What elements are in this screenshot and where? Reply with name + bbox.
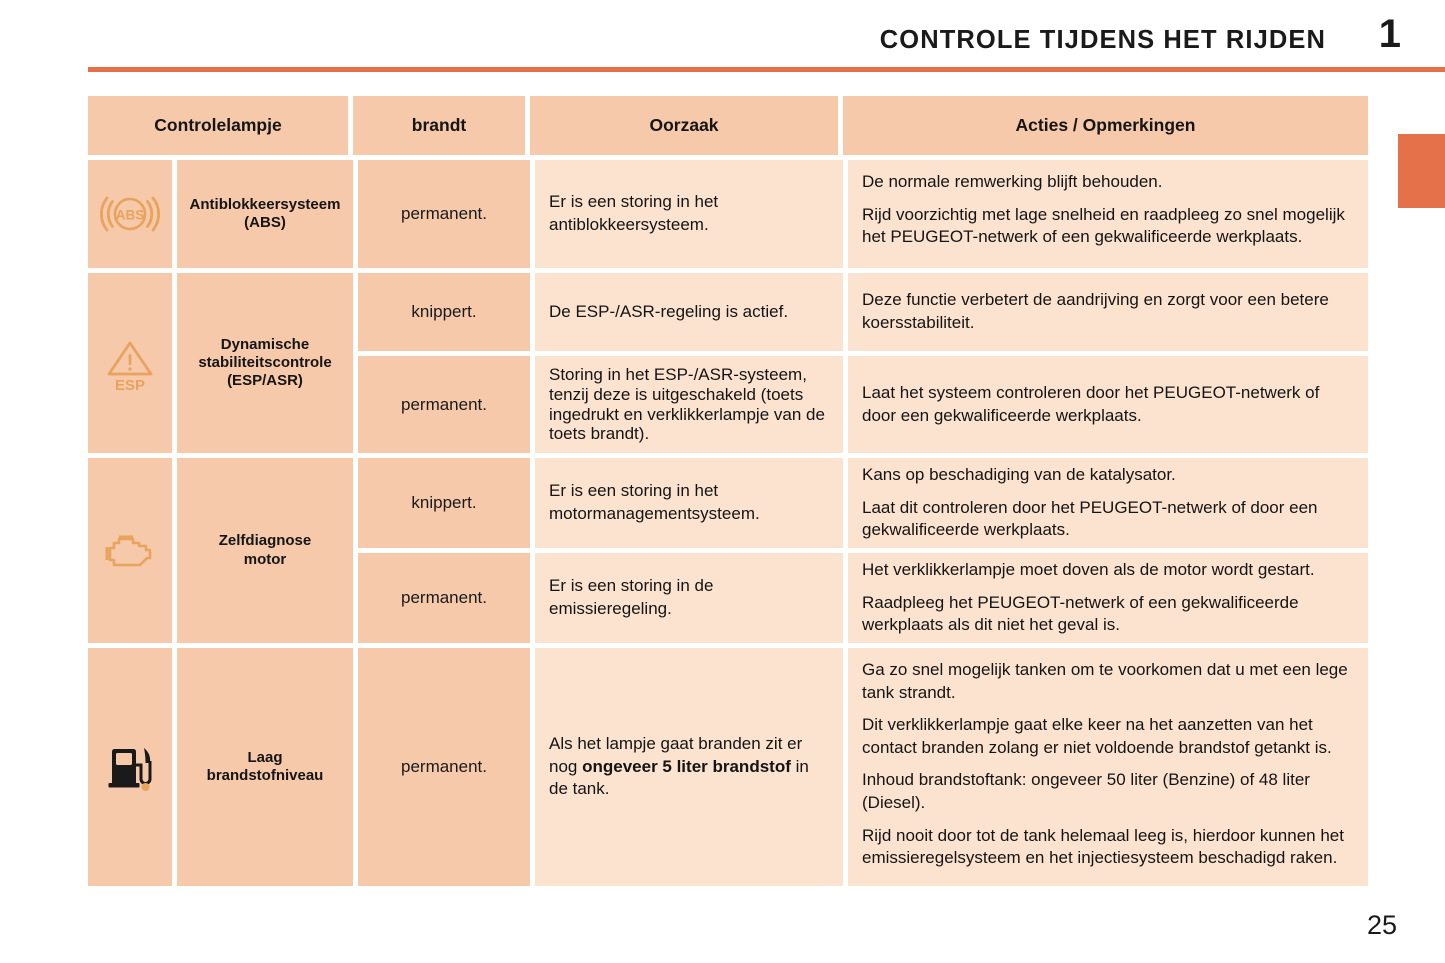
abs-warning-icon xyxy=(100,184,160,244)
table-row xyxy=(88,458,1368,643)
action-text: De normale remwerking blijft behouden. xyxy=(862,172,1163,191)
table-header-row xyxy=(88,96,1368,155)
name-line-1: Dynamische xyxy=(220,335,310,353)
cause-text: Er is een storing in het motormanagementsysteem. xyxy=(549,481,760,523)
cause-cell xyxy=(535,648,843,886)
state-brandt-value: knippert. xyxy=(358,273,530,351)
name-line-2: (ABS) xyxy=(244,214,286,231)
chapter-side-tab-marker xyxy=(1398,134,1445,208)
name-line-2: motor xyxy=(243,550,287,568)
column-header-controlelampje: Controlelampje xyxy=(88,96,348,155)
cause-cell xyxy=(535,553,843,643)
state-brandt-value: permanent. xyxy=(358,356,530,453)
actions-cell xyxy=(848,160,1368,268)
warning-light-name xyxy=(177,160,353,268)
warning-light-icon-cell xyxy=(88,160,172,268)
state-brandt-value: permanent. xyxy=(358,648,530,886)
warning-light-name xyxy=(177,648,353,886)
name-line-1: Antiblokkeersysteem xyxy=(189,195,341,213)
column-header-brandt: brandt xyxy=(353,96,525,155)
cause-text-post: in de tank. xyxy=(549,756,809,799)
page-number: 25 xyxy=(1366,910,1397,940)
action-text: Laat het systeem controleren door het PEUGEOT-netwerk of door een gekwalificeerde werkplaats. xyxy=(862,382,1320,425)
cause-text: Er is een storing in het antiblokkeersysteem. xyxy=(549,192,719,234)
action-text: Laat dit controleren door het PEUGEOT-netwerk of door een gekwalificeerde werkplaats. xyxy=(862,497,1318,540)
cause-text xyxy=(549,733,829,801)
action-text: Dit verklikkerlampje gaat elke keer na het aanzetten van het contact branden zolang er niet voldoende brandstof getankt is. xyxy=(862,715,1332,757)
action-text: Raadpleeg het PEUGEOT-netwerk of een gekwalificeerde werkplaats als dit niet het geval is. xyxy=(862,592,1299,635)
name-line-1: Zelfdiagnose xyxy=(218,532,312,550)
column-header-acties: Acties / Opmerkingen xyxy=(843,96,1368,155)
cause-text: Storing in het ESP-/ASR-systeem, tenzij deze is uitgeschakeld (toets ingedrukt en verklikkerlampje van de toets brandt). xyxy=(549,365,825,444)
cause-cell xyxy=(535,356,843,453)
actions-cell xyxy=(848,458,1368,548)
column-header-oorzaak: Oorzaak xyxy=(530,96,838,155)
cause-text: De ESP-/ASR-regeling is actief. xyxy=(549,301,789,321)
actions-cell xyxy=(848,553,1368,643)
action-text: Het verklikkerlampje moet doven als de motor wordt gestart. xyxy=(862,560,1315,580)
cause-cell xyxy=(535,273,843,351)
state-brandt-value: permanent. xyxy=(358,553,530,643)
name-line-1: Laag xyxy=(247,748,283,766)
action-text: Kans op beschadiging van de katalysator. xyxy=(862,465,1176,485)
cause-text: Er is een storing in de emissieregeling. xyxy=(549,576,714,618)
warning-light-name xyxy=(177,273,353,453)
action-text: Rijd voorzichtig met lage snelheid en raadpleeg zo snel mogelijk het PEUGEOT-netwerk of een gekwalificeerde werkplaats. xyxy=(862,204,1345,247)
name-line-3: (ESP/ASR) xyxy=(227,372,303,390)
header-rule-divider xyxy=(88,67,1445,72)
table-row xyxy=(88,648,1368,886)
page-title: CONTROLE TIJDENS HET RIJDEN xyxy=(879,26,1326,54)
svg-text:ESP: ESP xyxy=(114,377,146,393)
fuel-pump-icon xyxy=(100,737,160,797)
warning-light-icon-cell xyxy=(88,648,172,886)
page-header xyxy=(0,0,1445,72)
svg-text:ABS: ABS xyxy=(115,207,145,223)
state-brandt-value: permanent. xyxy=(358,160,530,268)
table-row xyxy=(88,273,1368,453)
actions-cell xyxy=(848,273,1368,351)
warning-light-icon-cell xyxy=(88,273,172,453)
cause-cell xyxy=(535,160,843,268)
warning-light-icon-cell xyxy=(88,458,172,643)
table-row xyxy=(88,160,1368,268)
chapter-number: 1 xyxy=(1378,12,1401,56)
warning-light-name xyxy=(177,458,353,643)
state-brandt-value: knippert. xyxy=(358,458,530,548)
name-line-2: brandstofniveau xyxy=(206,767,324,784)
action-text: Deze functie verbetert de aandrijving en zorgt voor een betere koersstabiliteit. xyxy=(862,290,1329,332)
esp-triangle-warning-icon xyxy=(100,333,160,393)
action-text: Rijd nooit door tot de tank helemaal leeg is, hierdoor kunnen het emissieregelsysteem en het injectiesysteem beschadigd raken. xyxy=(862,825,1344,868)
cause-text-emphasis: ongeveer 5 liter brandstof xyxy=(582,756,791,776)
cause-text-pre: Als het lampje gaat branden zit er nog xyxy=(549,734,803,776)
cause-cell xyxy=(535,458,843,548)
action-text: Inhoud brandstoftank: ongeveer 50 liter (Benzine) of 48 liter (Diesel). xyxy=(862,770,1310,813)
actions-cell xyxy=(848,356,1368,453)
actions-cell xyxy=(848,648,1368,886)
name-line-2: stabiliteitscontrole xyxy=(198,353,332,371)
action-text: Ga zo snel mogelijk tanken om te voorkomen dat u met een lege tank strandt. xyxy=(862,660,1348,702)
warning-lights-table xyxy=(88,96,1368,886)
engine-check-icon xyxy=(100,521,160,581)
